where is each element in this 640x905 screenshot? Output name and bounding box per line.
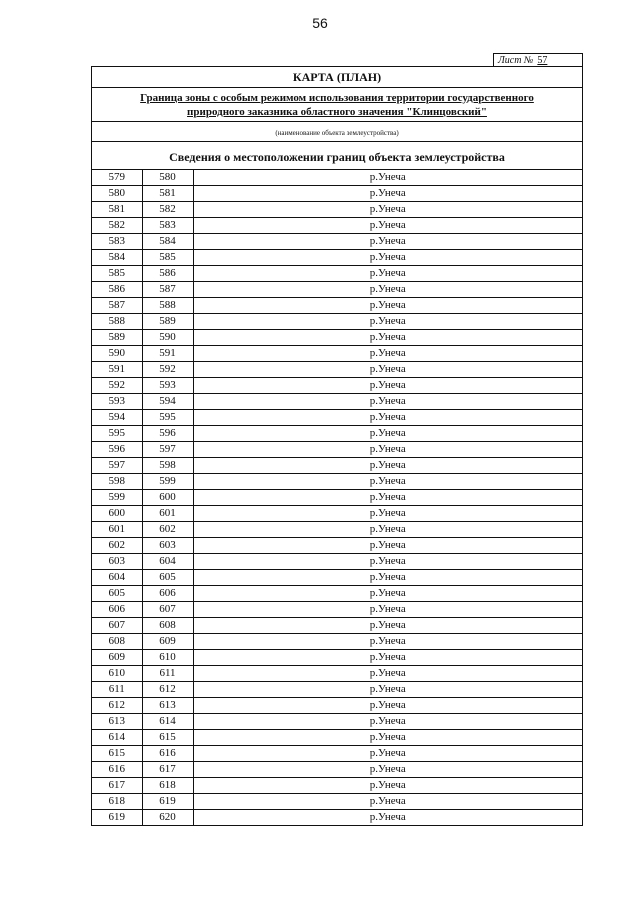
description-cell: р.Унеча: [193, 490, 582, 506]
point-to-cell: 607: [142, 602, 193, 618]
point-to-cell: 581: [142, 186, 193, 202]
point-to-cell: 618: [142, 778, 193, 794]
point-to-cell: 615: [142, 730, 193, 746]
point-from-cell: 612: [92, 698, 142, 714]
point-to-cell: 590: [142, 330, 193, 346]
description-cell: р.Унеча: [193, 234, 582, 250]
point-from-cell: 617: [92, 778, 142, 794]
table-row: [92, 394, 582, 410]
description-cell: р.Унеча: [193, 522, 582, 538]
description-cell: р.Унеча: [193, 410, 582, 426]
table-row: [92, 378, 582, 394]
description-cell: р.Унеча: [193, 330, 582, 346]
table-row: [92, 202, 582, 218]
description-cell: р.Унеча: [193, 426, 582, 442]
point-from-cell: 596: [92, 442, 142, 458]
point-from-cell: 608: [92, 634, 142, 650]
table-row: [92, 282, 582, 298]
table-row: [92, 442, 582, 458]
table-row: [92, 714, 582, 730]
point-from-cell: 582: [92, 218, 142, 234]
sheet-label: Лист №: [498, 55, 534, 66]
table-row: [92, 586, 582, 602]
point-to-cell: 595: [142, 410, 193, 426]
description-cell: р.Унеча: [193, 602, 582, 618]
document-title: КАРТА (ПЛАН): [92, 67, 582, 88]
description-cell: р.Унеча: [193, 394, 582, 410]
point-from-cell: 591: [92, 362, 142, 378]
point-to-cell: 582: [142, 202, 193, 218]
description-cell: р.Унеча: [193, 474, 582, 490]
zone-description-line-2: природного заказника областного значения "Клинцовский": [187, 106, 487, 118]
object-caption: (наименование объекта землеустройства): [92, 122, 582, 142]
point-to-cell: 585: [142, 250, 193, 266]
section-heading: Сведения о местоположении границ объекта землеустройства: [92, 142, 582, 170]
description-cell: р.Унеча: [193, 218, 582, 234]
description-cell: р.Унеча: [193, 346, 582, 362]
point-from-cell: 606: [92, 602, 142, 618]
table-row: [92, 298, 582, 314]
page-number: 56: [312, 15, 328, 31]
boundary-table: [92, 170, 582, 825]
description-cell: р.Унеча: [193, 202, 582, 218]
table-row: [92, 314, 582, 330]
table-row: [92, 794, 582, 810]
point-to-cell: 600: [142, 490, 193, 506]
point-to-cell: 616: [142, 746, 193, 762]
point-from-cell: 597: [92, 458, 142, 474]
point-to-cell: 586: [142, 266, 193, 282]
table-row: [92, 234, 582, 250]
point-from-cell: 611: [92, 682, 142, 698]
point-to-cell: 583: [142, 218, 193, 234]
point-from-cell: 583: [92, 234, 142, 250]
point-to-cell: 609: [142, 634, 193, 650]
point-to-cell: 593: [142, 378, 193, 394]
point-to-cell: 610: [142, 650, 193, 666]
table-row: [92, 346, 582, 362]
description-cell: р.Унеча: [193, 314, 582, 330]
table-row: [92, 218, 582, 234]
description-cell: р.Унеча: [193, 730, 582, 746]
table-row: [92, 522, 582, 538]
point-to-cell: 612: [142, 682, 193, 698]
table-row: [92, 362, 582, 378]
table-row: [92, 458, 582, 474]
description-cell: р.Унеча: [193, 250, 582, 266]
description-cell: р.Унеча: [193, 682, 582, 698]
point-to-cell: 611: [142, 666, 193, 682]
point-to-cell: 602: [142, 522, 193, 538]
table-row: [92, 426, 582, 442]
sheet-number-box: [493, 53, 583, 66]
table-row: [92, 746, 582, 762]
point-from-cell: 585: [92, 266, 142, 282]
description-cell: р.Унеча: [193, 298, 582, 314]
document-frame: [91, 66, 583, 826]
description-cell: р.Унеча: [193, 266, 582, 282]
table-row: [92, 698, 582, 714]
point-from-cell: 595: [92, 426, 142, 442]
point-to-cell: 584: [142, 234, 193, 250]
description-cell: р.Унеча: [193, 442, 582, 458]
table-row: [92, 650, 582, 666]
table-row: [92, 762, 582, 778]
point-from-cell: 616: [92, 762, 142, 778]
table-row: [92, 506, 582, 522]
table-row: [92, 730, 582, 746]
table-row: [92, 618, 582, 634]
point-to-cell: 601: [142, 506, 193, 522]
description-cell: р.Унеча: [193, 762, 582, 778]
point-from-cell: 590: [92, 346, 142, 362]
table-row: [92, 250, 582, 266]
table-row: [92, 570, 582, 586]
point-to-cell: 605: [142, 570, 193, 586]
point-from-cell: 581: [92, 202, 142, 218]
table-row: [92, 634, 582, 650]
point-to-cell: 614: [142, 714, 193, 730]
point-to-cell: 594: [142, 394, 193, 410]
point-from-cell: 587: [92, 298, 142, 314]
table-row: [92, 602, 582, 618]
table-row: [92, 410, 582, 426]
point-to-cell: 591: [142, 346, 193, 362]
point-to-cell: 619: [142, 794, 193, 810]
description-cell: р.Унеча: [193, 570, 582, 586]
point-to-cell: 599: [142, 474, 193, 490]
point-to-cell: 608: [142, 618, 193, 634]
table-row: [92, 682, 582, 698]
description-cell: р.Унеча: [193, 170, 582, 186]
table-row: [92, 810, 582, 826]
description-cell: р.Унеча: [193, 618, 582, 634]
sheet-number: 57: [537, 55, 548, 66]
point-from-cell: 613: [92, 714, 142, 730]
zone-description-line-1: Граница зоны с особым режимом использования территории государственного: [140, 92, 534, 104]
point-to-cell: 596: [142, 426, 193, 442]
point-from-cell: 589: [92, 330, 142, 346]
table-row: [92, 186, 582, 202]
description-cell: р.Унеча: [193, 506, 582, 522]
point-from-cell: 600: [92, 506, 142, 522]
point-from-cell: 607: [92, 618, 142, 634]
point-from-cell: 605: [92, 586, 142, 602]
point-from-cell: 614: [92, 730, 142, 746]
table-row: [92, 170, 582, 186]
point-from-cell: 586: [92, 282, 142, 298]
description-cell: р.Унеча: [193, 186, 582, 202]
table-row: [92, 490, 582, 506]
point-to-cell: 606: [142, 586, 193, 602]
point-from-cell: 584: [92, 250, 142, 266]
table-row: [92, 554, 582, 570]
description-cell: р.Унеча: [193, 282, 582, 298]
point-from-cell: 601: [92, 522, 142, 538]
point-from-cell: 593: [92, 394, 142, 410]
point-from-cell: 579: [92, 170, 142, 186]
point-to-cell: 617: [142, 762, 193, 778]
table-row: [92, 538, 582, 554]
zone-description: [92, 88, 582, 122]
description-cell: р.Унеча: [193, 554, 582, 570]
description-cell: р.Унеча: [193, 378, 582, 394]
point-from-cell: 594: [92, 410, 142, 426]
description-cell: р.Унеча: [193, 778, 582, 794]
table-row: [92, 778, 582, 794]
point-from-cell: 619: [92, 810, 142, 826]
point-to-cell: 592: [142, 362, 193, 378]
table-row: [92, 330, 582, 346]
description-cell: р.Унеча: [193, 362, 582, 378]
table-row: [92, 666, 582, 682]
point-to-cell: 604: [142, 554, 193, 570]
point-from-cell: 588: [92, 314, 142, 330]
point-from-cell: 598: [92, 474, 142, 490]
point-to-cell: 598: [142, 458, 193, 474]
point-from-cell: 618: [92, 794, 142, 810]
point-from-cell: 604: [92, 570, 142, 586]
point-to-cell: 588: [142, 298, 193, 314]
point-to-cell: 580: [142, 170, 193, 186]
point-to-cell: 597: [142, 442, 193, 458]
description-cell: р.Унеча: [193, 458, 582, 474]
point-from-cell: 609: [92, 650, 142, 666]
description-cell: р.Унеча: [193, 746, 582, 762]
point-to-cell: 603: [142, 538, 193, 554]
point-from-cell: 603: [92, 554, 142, 570]
point-to-cell: 613: [142, 698, 193, 714]
point-from-cell: 599: [92, 490, 142, 506]
table-row: [92, 474, 582, 490]
point-from-cell: 592: [92, 378, 142, 394]
point-to-cell: 620: [142, 810, 193, 826]
point-to-cell: 589: [142, 314, 193, 330]
description-cell: р.Унеча: [193, 634, 582, 650]
table-row: [92, 266, 582, 282]
point-from-cell: 615: [92, 746, 142, 762]
description-cell: р.Унеча: [193, 650, 582, 666]
point-from-cell: 610: [92, 666, 142, 682]
description-cell: р.Унеча: [193, 794, 582, 810]
description-cell: р.Унеча: [193, 538, 582, 554]
description-cell: р.Унеча: [193, 714, 582, 730]
point-from-cell: 602: [92, 538, 142, 554]
point-from-cell: 580: [92, 186, 142, 202]
description-cell: р.Унеча: [193, 810, 582, 826]
point-to-cell: 587: [142, 282, 193, 298]
description-cell: р.Унеча: [193, 666, 582, 682]
description-cell: р.Унеча: [193, 698, 582, 714]
description-cell: р.Унеча: [193, 586, 582, 602]
